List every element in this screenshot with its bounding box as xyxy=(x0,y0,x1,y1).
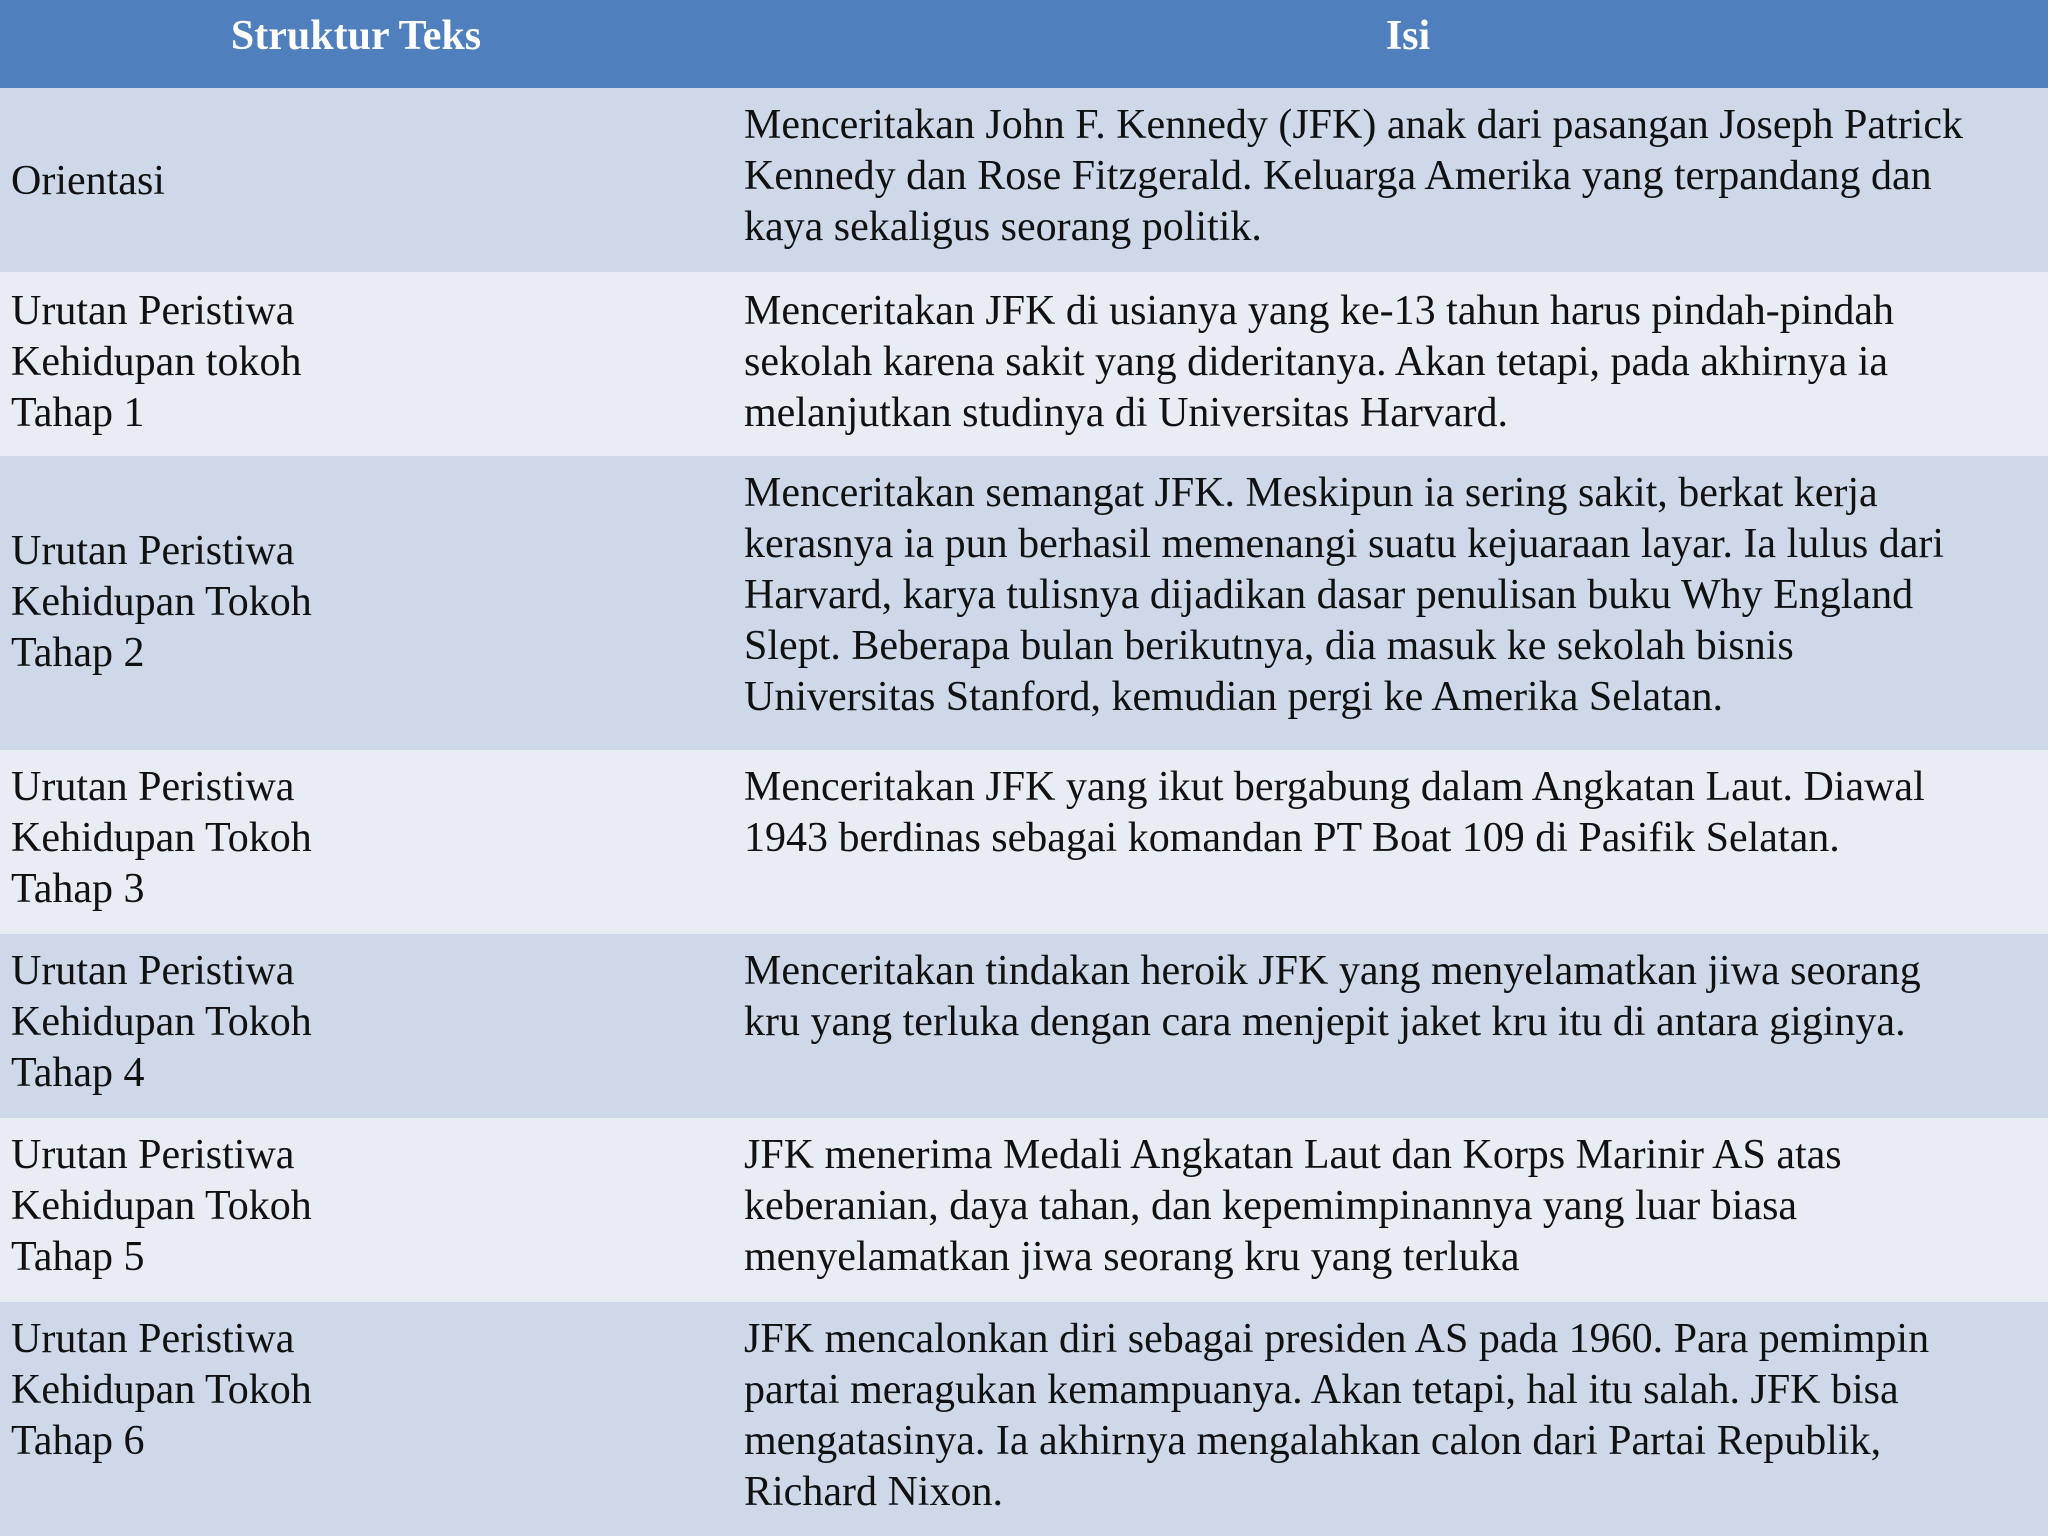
table-row xyxy=(0,1302,2048,1536)
content-line: JFK mencalonkan diri sebagai presiden AS pada 1960. Para pemimpin xyxy=(744,1316,1930,1362)
structure-line: Tahap 5 xyxy=(11,1234,145,1280)
content-line: Menceritakan semangat JFK. Meskipun ia sering sakit, berkat kerja xyxy=(744,470,1878,516)
table-row xyxy=(0,272,2048,456)
structure-line: Urutan Peristiwa xyxy=(11,1316,295,1362)
structure-cell xyxy=(11,762,711,915)
structure-line: Kehidupan Tokoh xyxy=(11,815,312,861)
structure-cell xyxy=(11,1314,711,1467)
structure-line: Kehidupan tokoh xyxy=(11,339,302,385)
structure-line: Tahap 2 xyxy=(11,630,145,676)
table-row xyxy=(0,934,2048,1118)
structure-line: Urutan Peristiwa xyxy=(11,948,295,994)
table-header xyxy=(0,0,2048,88)
structure-line: Urutan Peristiwa xyxy=(11,528,295,574)
structure-cell xyxy=(11,526,711,679)
content-cell xyxy=(744,100,2048,253)
structure-line: Kehidupan Tokoh xyxy=(11,579,312,625)
table-row xyxy=(0,1118,2048,1302)
header-structure: Struktur Teks xyxy=(230,13,482,59)
content-line: Menceritakan tindakan heroik JFK yang menyelamatkan jiwa seorang xyxy=(744,948,1921,994)
content-line: kru yang terluka dengan cara menjepit jaket kru itu di antara giginya. xyxy=(744,999,1906,1045)
structure-line: Tahap 4 xyxy=(11,1050,145,1096)
structure-line: Kehidupan Tokoh xyxy=(11,1183,312,1229)
content-line: partai meragukan kemampuanya. Akan tetapi, hal itu salah. JFK bisa xyxy=(744,1367,1899,1413)
structure-cell xyxy=(11,286,711,439)
content-line: Harvard, karya tulisnya dijadikan dasar penulisan buku Why England xyxy=(744,572,1914,618)
structure-cell xyxy=(11,156,711,207)
structure-line: Kehidupan Tokoh xyxy=(11,999,312,1045)
content-cell xyxy=(744,946,2048,1048)
content-line: menyelamatkan jiwa seorang kru yang terluka xyxy=(744,1234,1520,1280)
content-line: keberanian, daya tahan, dan kepemimpinannya yang luar biasa xyxy=(744,1183,1798,1229)
content-line: mengatasinya. Ia akhirnya mengalahkan calon dari Partai Republik, xyxy=(744,1418,1882,1464)
content-line: JFK menerima Medali Angkatan Laut dan Korps Marinir AS atas xyxy=(744,1132,1842,1178)
content-line: Kennedy dan Rose Fitzgerald. Keluarga Amerika yang terpandang dan xyxy=(744,153,1932,199)
content-line: Menceritakan JFK di usianya yang ke-13 tahun harus pindah-pindah xyxy=(744,288,1895,334)
content-line: Universitas Stanford, kemudian pergi ke Amerika Selatan. xyxy=(744,674,1723,720)
content-cell xyxy=(744,1314,2048,1518)
table-row xyxy=(0,750,2048,934)
structure-line: Urutan Peristiwa xyxy=(11,764,295,810)
content-line: melanjutkan studinya di Universitas Harvard. xyxy=(744,390,1508,436)
content-line: Richard Nixon. xyxy=(744,1469,1003,1515)
structure-line: Orientasi xyxy=(11,158,165,204)
structure-line: Urutan Peristiwa xyxy=(11,1132,295,1178)
content-line: kerasnya ia pun berhasil memenangi suatu kejuaraan layar. Ia lulus dari xyxy=(744,521,1945,567)
content-line: Slept. Beberapa bulan berikutnya, dia masuk ke sekolah bisnis xyxy=(744,623,1794,669)
content-line: sekolah karena sakit yang dideritanya. Akan tetapi, pada akhirnya ia xyxy=(744,339,1889,385)
header-content: Isi xyxy=(1385,13,1431,59)
content-line: Menceritakan JFK yang ikut bergabung dalam Angkatan Laut. Diawal xyxy=(744,764,1925,810)
content-line: Menceritakan John F. Kennedy (JFK) anak dari pasangan Joseph Patrick xyxy=(744,102,1963,148)
content-cell xyxy=(744,286,2048,439)
structure-line: Urutan Peristiwa xyxy=(11,288,295,334)
content-cell xyxy=(744,762,2048,864)
structure-cell xyxy=(11,1130,711,1283)
structure-line: Kehidupan Tokoh xyxy=(11,1367,312,1413)
content-cell xyxy=(744,1130,2048,1283)
content-cell xyxy=(744,468,2048,723)
structure-line: Tahap 3 xyxy=(11,866,145,912)
structure-line: Tahap 1 xyxy=(11,390,145,436)
structure-line: Tahap 6 xyxy=(11,1418,145,1464)
content-line: 1943 berdinas sebagai komandan PT Boat 109 di Pasifik Selatan. xyxy=(744,815,1840,861)
table-row xyxy=(0,88,2048,272)
content-line: kaya sekaligus seorang politik. xyxy=(744,204,1262,250)
table-row xyxy=(0,456,2048,750)
structure-cell xyxy=(11,946,711,1099)
